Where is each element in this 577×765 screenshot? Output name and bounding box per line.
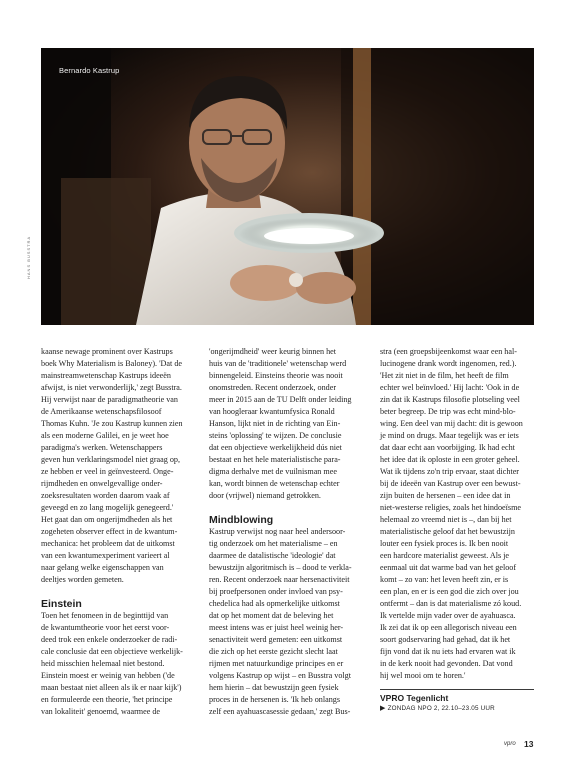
photo-credit: HANS BUSSTRA [26, 235, 31, 279]
text-line: het idee dat ik oploste in een groter geheel. [380, 455, 520, 464]
text-line: ontfermt – dan is dat materialisme zó koud. [380, 599, 522, 608]
text-line: dat daar echt aan voorbijging. Ik had echt [380, 443, 515, 452]
text-line: Het gaat dan om ongerijmdheden als het [41, 515, 173, 524]
text-line: die zich op het eerste gezicht slecht laat [209, 647, 338, 656]
text-line: van hoogleraar kwantumfysica Ronald [209, 407, 335, 416]
text-line: Ik vertelde mijn vader over de ayahuasca. [380, 611, 516, 620]
text-line: rijmen met natuurkundige principes en er [209, 659, 344, 668]
tv-listing [380, 689, 534, 714]
spacer [41, 586, 199, 598]
text-line: geveegd en zo lang mogelijk genegeerd.' [41, 503, 174, 512]
text-line: dat op het moment dat de beleving het [209, 611, 334, 620]
broadcast-schedule [380, 704, 534, 714]
text-line: soort godservaring had gehad, dat ik het [380, 635, 511, 644]
photo-caption: Bernardo Kastrup [59, 66, 120, 75]
text-line: ze hebben er veel in geïnvesteerd. Onge- [41, 467, 174, 476]
text-line: van lokaliteit' genoemd, waarmee de [41, 707, 161, 716]
text-line: rijmdheden en onwelgevallige onder- [41, 479, 163, 488]
text-line: een plan, en er is een god die zich over jou [380, 587, 519, 596]
text-line: niet-westerse religies, zoals het hindoeïsme [380, 503, 522, 512]
text-line: huis van de 'traditionele' wetenschap werd [209, 359, 347, 368]
article-column-1 [41, 346, 199, 718]
text-line: naar gelang welke eigenschappen van [41, 563, 164, 572]
photo-illustration [41, 48, 534, 325]
portrait-photo [41, 48, 534, 325]
text-line: van een kwantumexperiment varieert al [41, 551, 170, 560]
text-line: louter een fysiek proces is. Ik ben nooit [380, 539, 509, 548]
text-line: bij proefpersonen onder invloed van psy- [209, 587, 343, 596]
text-line: daarmee de datalistische 'ideologie' dat [209, 551, 336, 560]
text-line: Kastrup verwijst nog naar heel andersoor- [209, 527, 346, 536]
text-line: zin dat ik Kastrups filosofie plotseling veel [380, 395, 520, 404]
text-line: paradigma's werken. Wetenschappers [41, 443, 163, 452]
text-line: en formuleerde een theorie, 'het principe [41, 695, 173, 704]
text-line: beter begreep. De trip was echt mind-blo- [380, 407, 516, 416]
text-line: meest intens was er juist heel weinig her- [209, 623, 344, 632]
text-line: chedelica had als opmerkelijke uitkomst [209, 599, 340, 608]
text-line: wing. Een deel van mij dacht: dit is gewoon [380, 419, 523, 428]
programme-title: VPRO Tegenlicht [380, 693, 449, 703]
text-line: mechanica: het probleem dat de uitkomst [41, 539, 175, 548]
text-line: hij wel mooi om te horen.' [380, 671, 466, 680]
text-line: cale conclusie dat een objectieve werkelijk- [41, 647, 183, 656]
text-line: bewustzijn algoritmisch is – dood te verkla- [209, 563, 352, 572]
text-line: afwijst, is niet verwonderlijk,' zegt Busstra. [41, 383, 182, 392]
text-line: zoeksresultaten worden daarom vaak af [41, 491, 170, 500]
text-line: dat een objectieve werkelijkheid dús niet [209, 443, 342, 452]
text-line: Einstein moest er weinig van hebben ('de [41, 671, 175, 680]
text-line: steins 'oplossing' te wijzen. De conclusie [209, 431, 342, 440]
section-heading-mindblowing: Mindblowing [209, 514, 274, 526]
text-line: Hij verwijst naar de paradigmatheorie van [41, 395, 178, 404]
text-line: als een moderne Galilei, en je weet hoe [41, 431, 169, 440]
text-line: heid misschien helemaal niet bestond. [41, 659, 165, 668]
divider [380, 689, 534, 690]
text-line: kan, wordt binnen de wetenschap echter [209, 479, 340, 488]
text-line: hem hierin – dat bewustzijn geen fysiek [209, 683, 339, 692]
spacer [209, 502, 367, 514]
article-column-3 [380, 346, 538, 682]
text-line: zogeheten observer effect in de kwantum- [41, 527, 178, 536]
text-line: eenmaal uit dat warme bad van het geloof [380, 563, 517, 572]
text-line: geven hun verklaringsmodel niet graag op, [41, 455, 180, 464]
text-line: 'ongerijmdheid' weer keurig binnen het [209, 347, 337, 356]
text-line: ren. Recent onderzoek naar hersenactiviteit [209, 575, 350, 584]
text-line: deed trok een enkele onderzoeker de radi- [41, 635, 178, 644]
text-line: digma derhalve met de vuilnisman mee [209, 467, 337, 476]
text-line: lucinogene drank wordt ingenomen, red.). [380, 359, 517, 368]
text-line: in de kerk nooit had gevonden. Dat vond [380, 659, 513, 668]
text-line: Wat ik tijdens zo'n trip ervaar, staat dichter [380, 467, 520, 476]
text-line: Hanson, lijkt niet in de richting van Ein- [209, 419, 341, 428]
text-line: meer in 2015 aan de TU Delft onder leiding [209, 395, 352, 404]
text-line: Ik zei dat ik op een allegorisch niveau een [380, 623, 517, 632]
page-number: 13 [524, 739, 534, 749]
text-line: volgens Kastrup op wijst – en Busstra volgt [209, 671, 351, 680]
text-line: een hardcore materialist geweest. Als je [380, 551, 510, 560]
text-line: tig onderzoek om het materialisme – en [209, 539, 338, 548]
text-line: bij de ideeën van Kastrup over een bewust- [380, 479, 521, 488]
text-line: maan bestaat niet alleen als ik er naar kijk') [41, 683, 182, 692]
text-line: deeltjes worden gemeten. [41, 575, 124, 584]
section-heading-einstein: Einstein [41, 598, 82, 610]
text-line: 'Het zit niet in de film, het heeft de film [380, 371, 509, 380]
play-triangle-icon: ▶ [380, 705, 386, 712]
text-line: je mind on drugs. Maar tegelijk was er iets [380, 431, 519, 440]
text-line: boek Why Materialism is Baloney). 'Dat de [41, 359, 182, 368]
text-line: Toen het fenomeen in de beginttijd van [41, 611, 169, 620]
text-line: de kwantumtheorie voor het eerst voor- [41, 623, 170, 632]
text-line: onomstreden. Recent onderzoek, onder [209, 383, 337, 392]
text-line: zelf een ayahuascasessie gedaan,' zegt Bus- [209, 707, 351, 716]
text-line: bestaat en het hele materialistische para- [209, 455, 341, 464]
text-line: kaanse newage prominent over Kastrups [41, 347, 173, 356]
text-line: binnengeleid. Einsteins theorie was nooit [209, 371, 343, 380]
text-line: echter wel beïnvloed.' Hij lacht: 'Ook in de [380, 383, 520, 392]
text-line: senactiviteit werd gemeten: een uitkomst [209, 635, 343, 644]
text-line: mainstreamwetenschap Kastrups ideeën [41, 371, 171, 380]
text-line: de Amerikaanse wetenschapsfilosoof [41, 407, 162, 416]
text-line: helemaal zo vreemd niet is –, dan bij het [380, 515, 512, 524]
schedule-text: ZONDAG NPO 2, 22.10–23.05 UUR [387, 705, 495, 712]
text-line: stra (een groepsbijeenkomst waar een hal- [380, 347, 517, 356]
text-line: proces in de hersenen is. 'Ik heb onlangs [209, 695, 340, 704]
text-line: komt – zo van: het leven heeft zin, er is [380, 575, 509, 584]
text-line: fijn vond dat ik nu iets had ervaren wat ik [380, 647, 516, 656]
magazine-brand: vpro [504, 741, 516, 747]
text-line: door (vrijwel) niemand getrokken. [209, 491, 321, 500]
text-line: zijn buiten de hersenen – een idee dat in [380, 491, 511, 500]
text-line: materialistische geloof dat het bewustzijn [380, 527, 515, 536]
text-line: Thomas Kuhn. 'Je zou Kastrup kunnen zien [41, 419, 183, 428]
article-column-2 [209, 346, 367, 718]
